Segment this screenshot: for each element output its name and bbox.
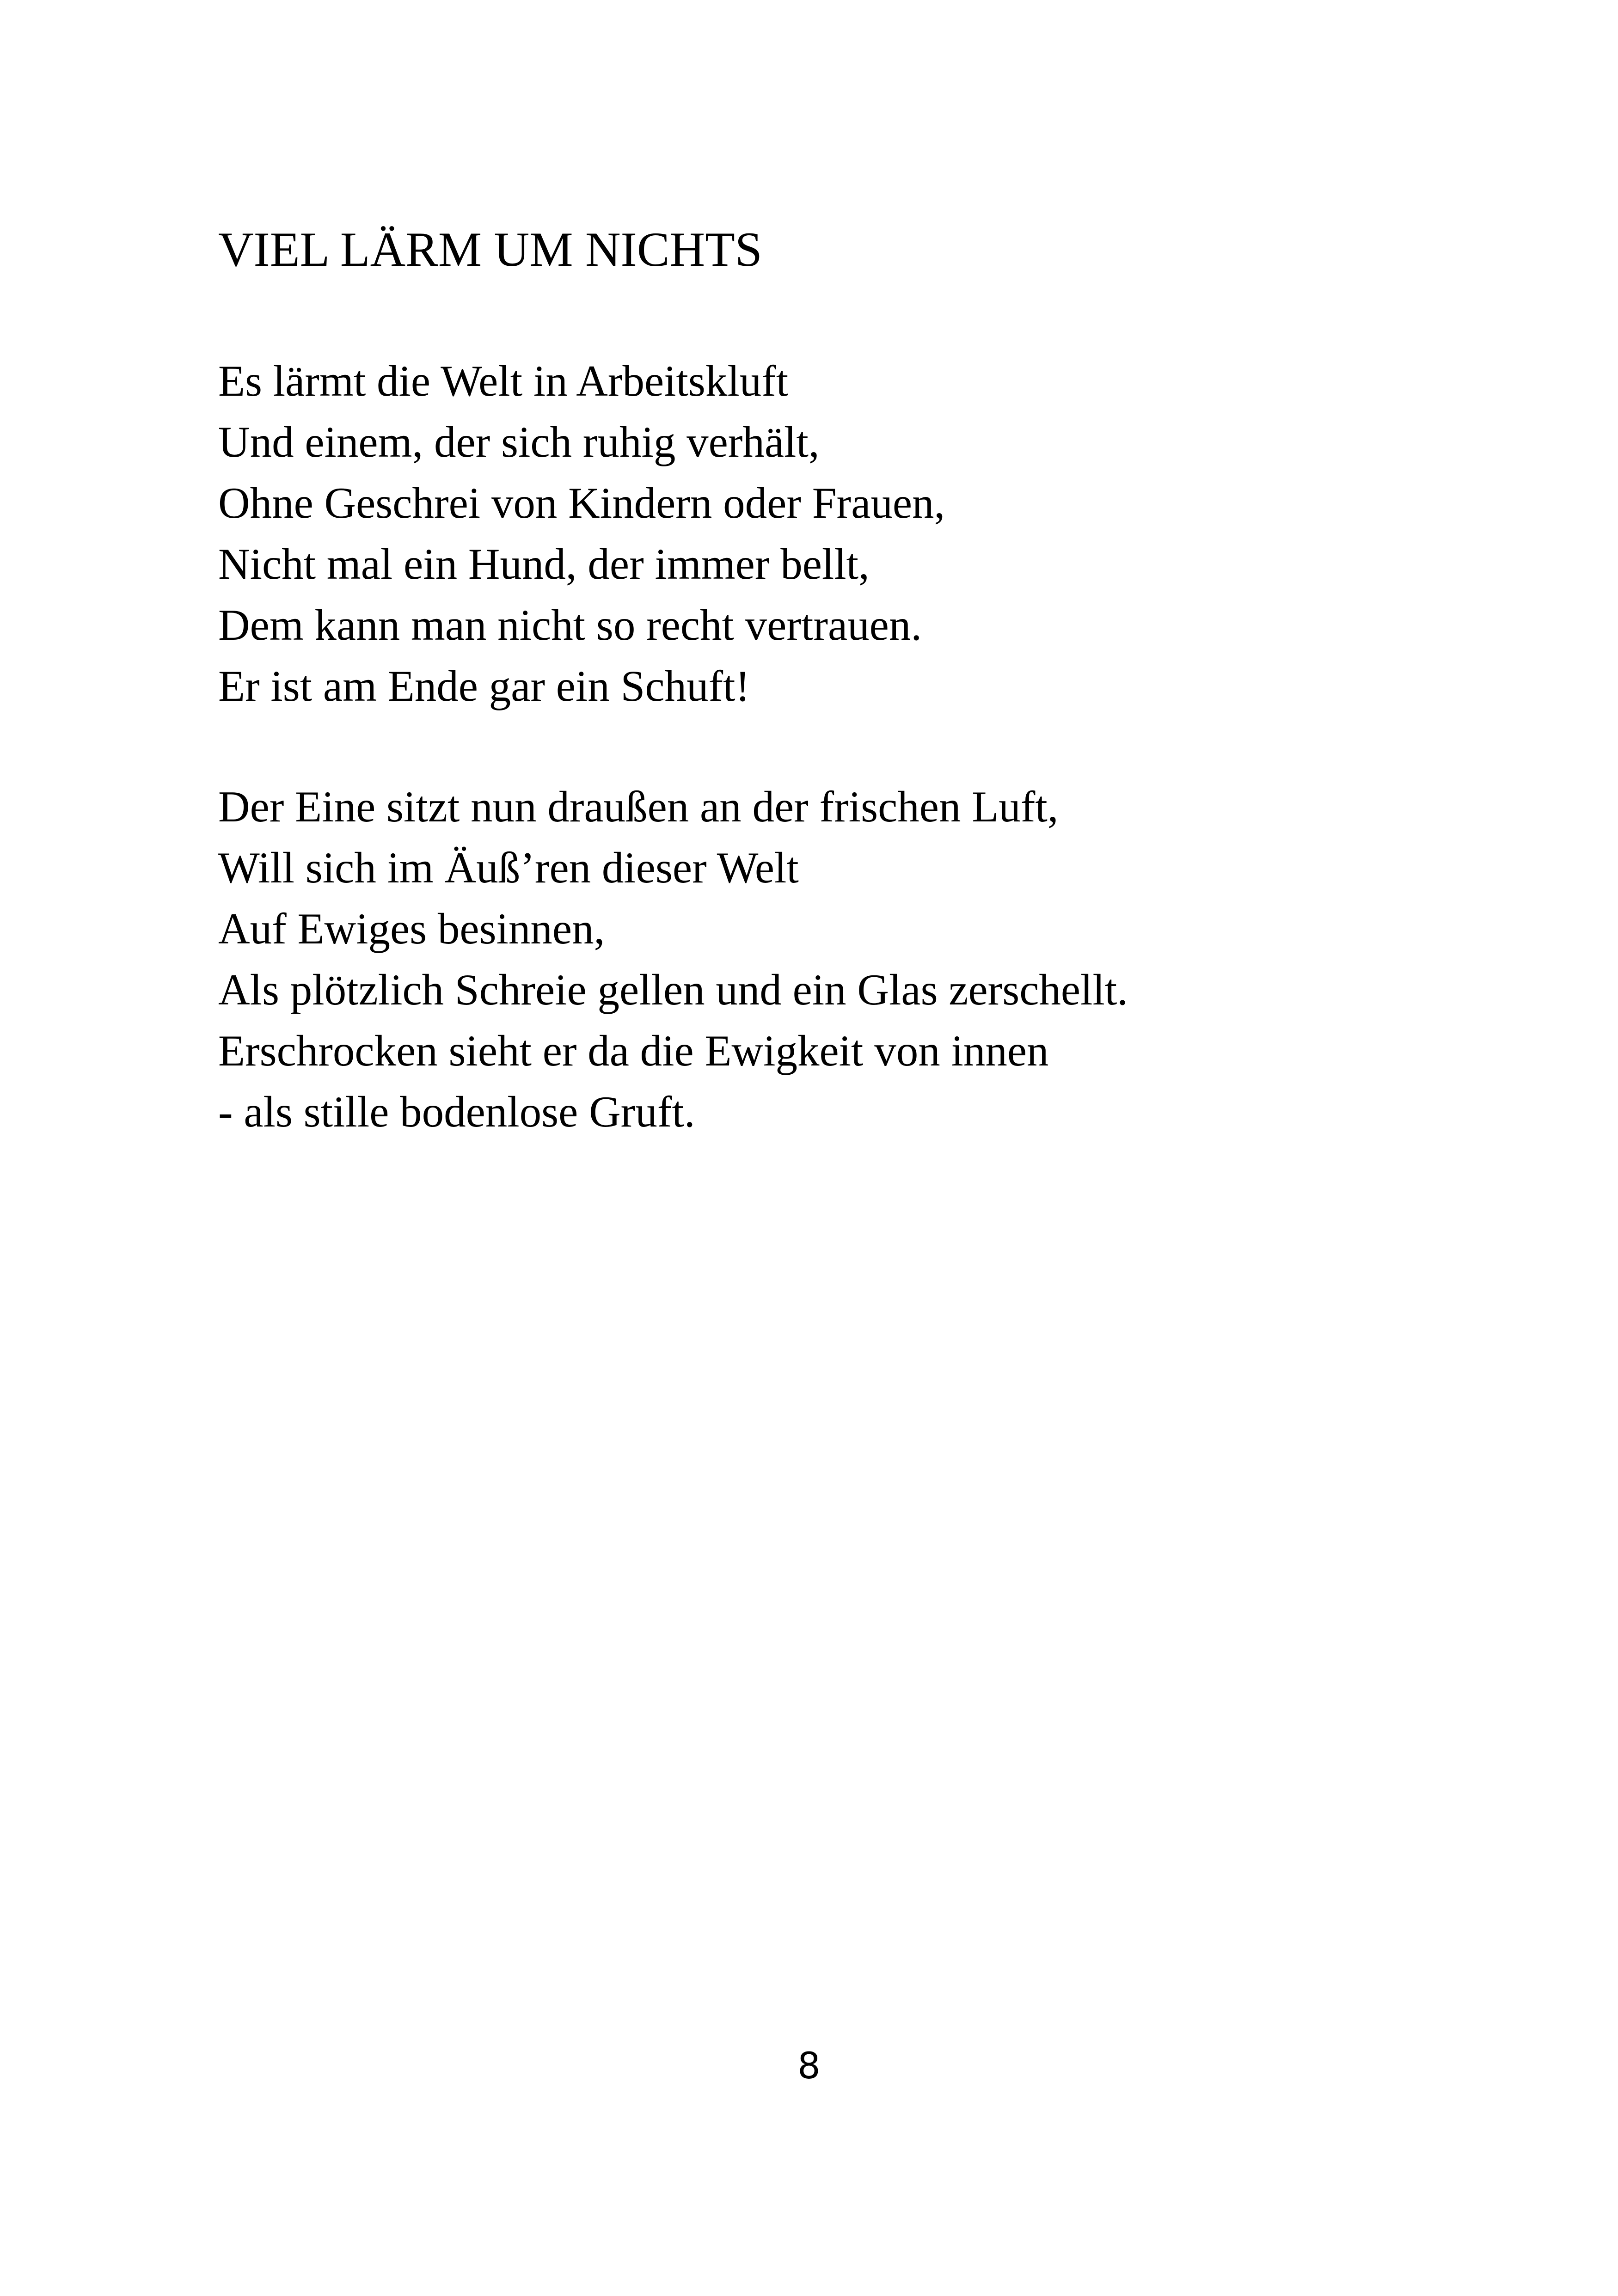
verse-line: Nicht mal ein Hund, der immer bellt, [218,539,870,588]
stanza-1 [218,350,945,716]
verse-line: Will sich im Äuß’ren dieser Welt [218,843,799,892]
page-number: 8 [797,2045,821,2087]
verse-line: Erschrocken sieht er da die Ewigkeit von innen [218,1026,1049,1075]
verse-line: Der Eine sitzt nun draußen an der frischen Luft, [218,782,1059,831]
poem-title: VIEL LÄRM UM NICHTS [218,222,762,276]
verse-line: - als stille bodenlose Gruft. [218,1087,695,1136]
verse-line: Es lärmt die Welt in Arbeitskluft [218,356,789,405]
verse-line: Und einem, der sich ruhig verhält, [218,417,820,466]
verse-line: Ohne Geschrei von Kindern oder Frauen, [218,478,945,527]
verse-line: Er ist am Ende gar ein Schuft! [218,661,750,710]
verse-line: Auf Ewiges besinnen, [218,904,605,953]
verse-line: Als plötzlich Schreie gellen und ein Glas zerschellt. [218,965,1128,1014]
stanza-2 [218,776,1128,1142]
verse-line: Dem kann man nicht so recht vertrauen. [218,600,922,649]
